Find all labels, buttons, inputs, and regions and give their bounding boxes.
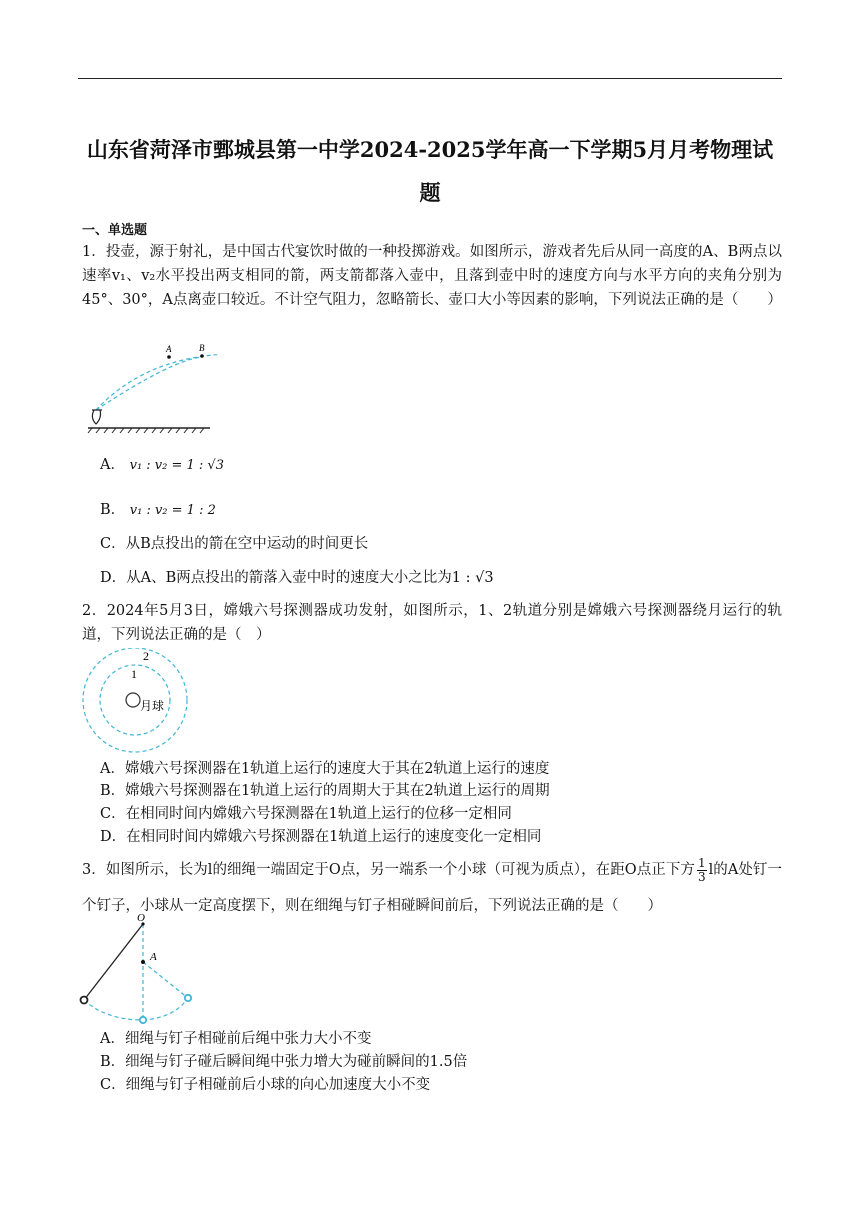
question-2-text: 2．2024年5月3日，嫦娥六号探测器成功发射，如图所示，1、2轨道分别是嫦娥六号探测器绕月运行的轨道，下列说法正确的是（ ） [82, 603, 782, 643]
moon-icon [126, 693, 140, 707]
nail-a [141, 960, 145, 964]
q1-option-a-math: v₁ : v₂ = 1 : √3 [129, 458, 224, 473]
orbit-2-label: 2 [143, 649, 149, 663]
q3-text-before: 3．如图所示，长为l的细绳一端固定于O点，另一端系一个小球（可视为质点），在距O点正下方 [82, 862, 695, 878]
header-rule [78, 78, 782, 79]
q3-frac-den: 3 [697, 869, 706, 884]
q1-option-b-math: v₁ : v₂ = 1 : 2 [129, 503, 216, 518]
question-2-figure [82, 648, 192, 758]
trajectory-a [96, 354, 217, 410]
page-title: 山东省菏泽市鄄城县第一中学2024-2025学年高一下学期5月月考物理试题 [86, 137, 774, 205]
question-3-figure [76, 912, 196, 1027]
question-1-text: 1．投壶，源于射礼，是中国古代宴饮时做的一种投掷游戏。如图所示，游戏者先后从同一高度的A、B两点以速率v₁、v₂水平投出两支相同的箭，两支箭都落入壶中，且落到壶中时的速度方向与水平方向的夹角分别为45°、30°，A点离壶口较近。不计空气阻力，忽略箭长、壶口大小等因素的影响，下列说法正确的是（ ） [82, 244, 782, 308]
pot-icon [92, 410, 102, 424]
label-b: B [199, 343, 205, 353]
q2-option-d[interactable]: D．在相同时间内嫦娥六号探测器在1轨道上运行的速度变化一定相同 [100, 829, 542, 845]
trajectory-b [96, 357, 202, 410]
ball-start [81, 997, 88, 1004]
q1-option-d[interactable]: D．从A、B两点投出的箭落入壶中时的速度大小之比为1 : √3 [100, 570, 494, 586]
short-rope-dashed [143, 962, 188, 998]
ball-end [185, 995, 191, 1001]
label-o: O [137, 912, 145, 924]
q3-option-b[interactable]: B．细绳与钉子碰后瞬间绳中张力增大为碰前瞬间的1.5倍 [100, 1054, 468, 1070]
ball-bottom [140, 1017, 146, 1023]
q1-option-a-letter: A． [100, 457, 125, 473]
orbit-1-label: 1 [131, 667, 137, 681]
q3-fraction [697, 857, 707, 884]
moon-label: 月球 [140, 699, 165, 713]
q2-option-b[interactable]: B．嫦娥六号探测器在1轨道上运行的周期大于其在2轨道上运行的周期 [100, 783, 550, 799]
q1-option-a[interactable] [100, 454, 224, 477]
label-a: A [166, 344, 172, 354]
q1-option-b[interactable] [100, 499, 216, 522]
point-b [200, 354, 204, 358]
section-heading: 一、单选题 [82, 223, 148, 238]
q1-option-c[interactable]: C．从B点投出的箭在空中运动的时间更长 [100, 536, 369, 552]
q3-frac-num: 1 [697, 855, 706, 870]
q2-option-a[interactable]: A．嫦娥六号探测器在1轨道上运行的速度大于其在2轨道上运行的速度 [100, 761, 550, 777]
question-1-figure [82, 340, 217, 435]
rope [84, 924, 143, 1000]
q2-option-c[interactable]: C．在相同时间内嫦娥六号探测器在1轨道上运行的位移一定相同 [100, 806, 512, 822]
q1-option-b-letter: B． [100, 502, 126, 518]
arc-right [143, 998, 188, 1020]
arc-left [84, 1000, 143, 1020]
label-a: A [150, 951, 157, 963]
q3-option-c[interactable]: C．细绳与钉子相碰前后小球的向心加速度大小不变 [100, 1077, 431, 1093]
q3-text-after: l的A处钉一个钉子，小球从一定高度摆下，则在细绳与钉子相碰瞬间前后，下列说法正确的是（ ） [82, 862, 782, 914]
point-a [167, 355, 171, 359]
q3-option-a[interactable]: A．细绳与钉子相碰前后绳中张力大小不变 [100, 1031, 372, 1047]
